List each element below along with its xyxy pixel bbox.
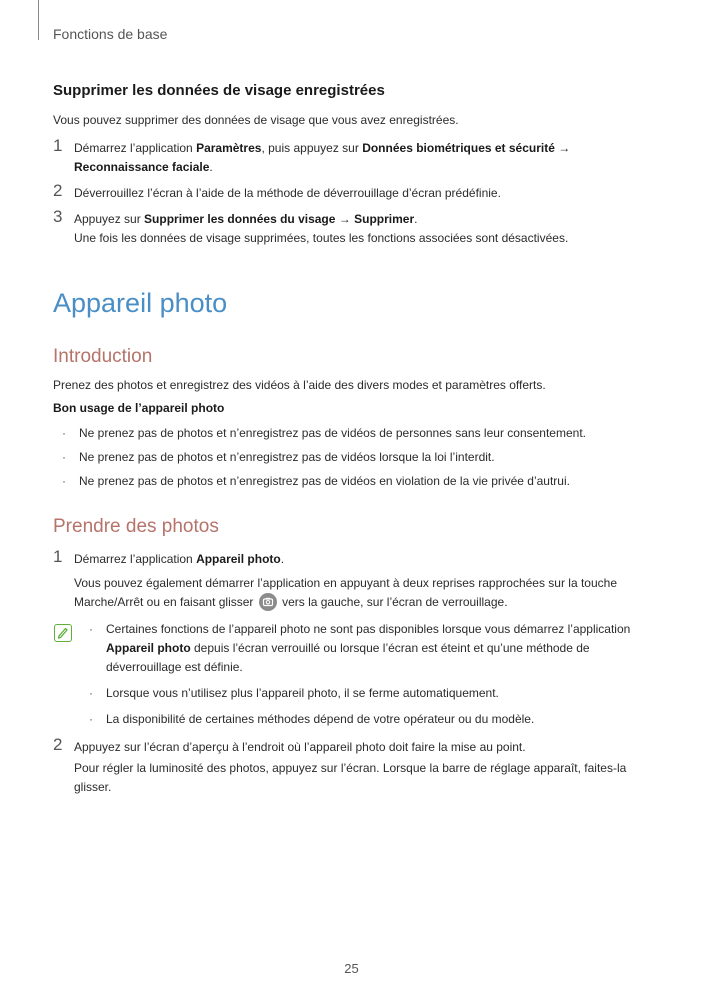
face-delete-intro: Vous pouvez supprimer des données de visage que vous avez enregistrées.	[53, 113, 459, 127]
proper-use-subheading: Bon usage de l’appareil photo	[53, 401, 225, 415]
step-number: 1	[53, 136, 63, 155]
bullet-dot: ·	[89, 686, 93, 700]
menu-item-supprimer: Supprimer	[354, 212, 415, 226]
note-pencil-icon	[54, 624, 72, 642]
face-step-3	[53, 207, 653, 248]
face-step-2	[53, 181, 653, 203]
take-photos-heading: Prendre des photos	[53, 516, 219, 537]
header-rule	[38, 0, 39, 40]
step-number: 2	[53, 735, 63, 754]
header-section-title: Fonctions de base	[53, 26, 168, 42]
step-text: , puis appuyez sur	[261, 141, 363, 155]
proper-use-list	[53, 424, 653, 491]
step-detail-text: Marche/Arrêt ou en faisant glisser	[74, 595, 257, 609]
menu-item-reconnaissance: Reconnaissance faciale	[74, 160, 210, 174]
list-item-text: Ne prenez pas de photos et n’enregistrez pas de vidéos en violation de la vie privée d’autrui.	[79, 474, 570, 488]
note-item	[89, 684, 653, 703]
introduction-heading: Introduction	[53, 346, 153, 367]
note-text: depuis l’écran verrouillé ou lorsque l’écran est éteint et qu’une méthode de déverrouillage est définie.	[106, 641, 590, 674]
list-item	[53, 472, 653, 491]
step-text: Appuyez sur l’écran d’aperçu à l’endroit où l’appareil photo doit faire la mise au point.	[74, 740, 526, 754]
note-text: La disponibilité de certaines méthodes dépend de votre opérateur ou du modèle.	[106, 712, 535, 726]
page-number: 25	[344, 961, 359, 976]
note-box	[53, 620, 653, 729]
step-detail	[74, 574, 653, 612]
step-text: .	[209, 160, 213, 174]
page-content	[53, 82, 653, 797]
list-item	[53, 448, 653, 467]
step-text: Déverrouillez l’écran à l’aide de la méthode de déverrouillage d’écran prédéfinie.	[74, 186, 501, 200]
arrow: →	[335, 212, 355, 226]
note-item	[89, 710, 653, 729]
step-detail-text: vers la gauche, sur l’écran de verrouillage.	[278, 595, 508, 609]
app-name-camera: Appareil photo	[196, 552, 281, 566]
camera-shortcut-icon	[259, 593, 277, 611]
step-number: 3	[53, 207, 63, 226]
bullet-dot: ·	[62, 450, 66, 464]
step-text: Démarrez l’application	[74, 552, 197, 566]
face-step-1	[53, 136, 653, 177]
menu-item-supprimer-donnees: Supprimer les données du visage	[144, 212, 336, 226]
note-text: Lorsque vous n’utilisez plus l’appareil photo, il se ferme automatiquement.	[106, 686, 499, 700]
list-item-text: Ne prenez pas de photos et n’enregistrez pas de vidéos lorsque la loi l’interdit.	[79, 450, 495, 464]
app-name-camera: Appareil photo	[106, 641, 191, 655]
step-text: Démarrez l’application	[74, 141, 197, 155]
menu-item-parametres: Paramètres	[196, 141, 262, 155]
step-detail-text: Pour régler la luminosité des photos, appuyez sur l’écran. Lorsque la barre de réglage apparaît, faites-la glisser.	[74, 761, 627, 794]
section-face-delete	[53, 82, 653, 248]
chapter-title: Appareil photo	[53, 288, 228, 318]
introduction-text: Prenez des photos et enregistrez des vidéos à l’aide des divers modes et paramètres offerts.	[53, 378, 546, 392]
bullet-dot: ·	[89, 622, 93, 636]
step-text: Appuyez sur	[74, 212, 145, 226]
photo-step-1	[53, 547, 653, 612]
note-text: Certaines fonctions de l’appareil photo ne sont pas disponibles lorsque vous démarrez l’application	[106, 622, 631, 636]
photo-step-2	[53, 735, 653, 797]
list-item	[53, 424, 653, 443]
bullet-dot: ·	[62, 426, 66, 440]
step-number: 2	[53, 181, 63, 200]
step-detail-text: Vous pouvez également démarrer l’application en appuyant à deux reprises rapprochées sur la touche	[74, 576, 617, 590]
list-item-text: Ne prenez pas de photos et n’enregistrez pas de vidéos de personnes sans leur consentement.	[79, 426, 586, 440]
bullet-dot: ·	[89, 712, 93, 726]
note-item	[89, 620, 653, 677]
menu-item-biometrie: Données biométriques et sécurité →	[362, 141, 571, 155]
step-text: .	[414, 212, 418, 226]
step-note: Une fois les données de visage supprimées, toutes les fonctions associées sont désactivées.	[74, 231, 569, 245]
step-number: 1	[53, 547, 63, 566]
face-delete-heading: Supprimer les données de visage enregistrées	[53, 82, 385, 99]
step-text: .	[280, 552, 285, 566]
bullet-dot: ·	[62, 474, 66, 488]
